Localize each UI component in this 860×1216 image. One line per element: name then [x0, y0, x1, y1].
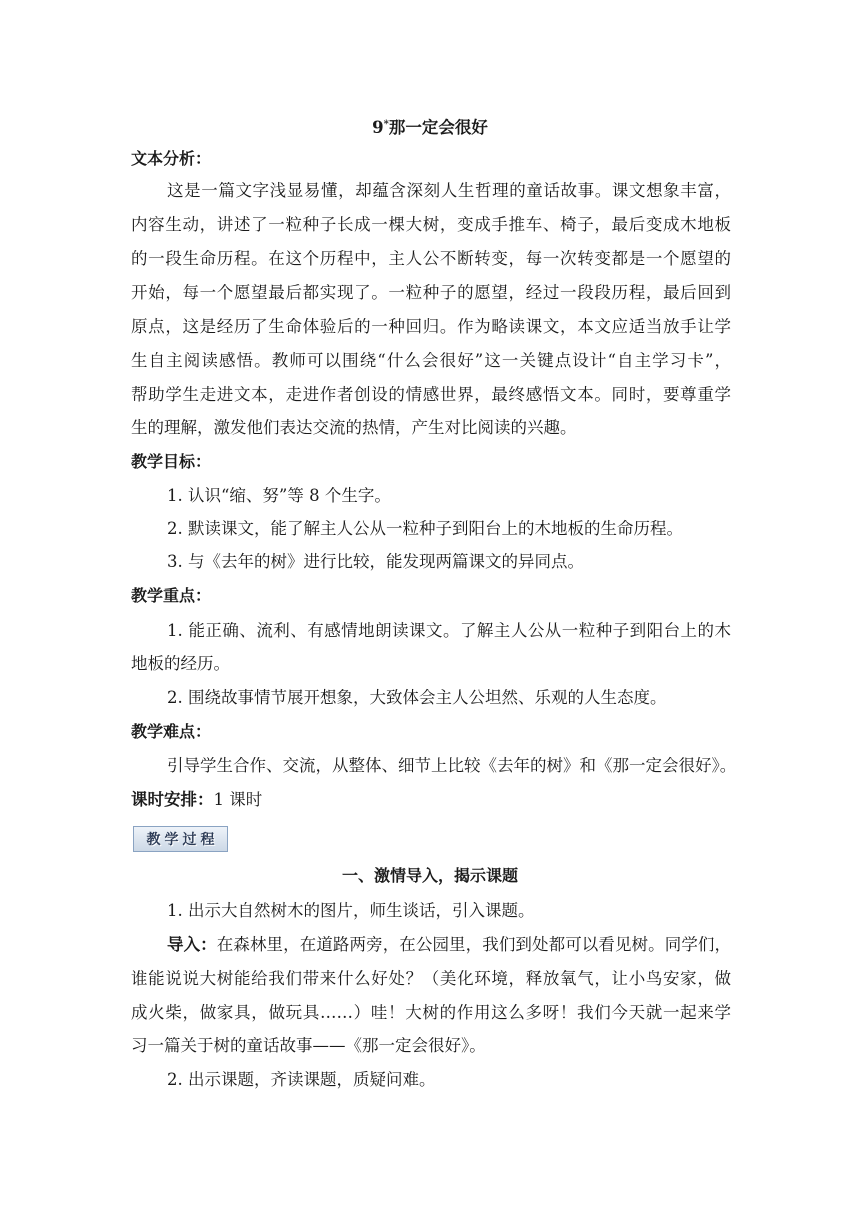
banner-char: 程 [200, 832, 215, 848]
analysis-line: 这是一篇文字浅显易懂，却蕴含深刻人生哲理的童话故事。课文想象丰富， [167, 181, 731, 200]
intro-line: 习一篇关于树的童话故事——《那一定会很好》。 [131, 1036, 486, 1055]
intro-text: 在森林里，在道路两旁，在公园里，我们到处都可以看见树。同学们， [216, 935, 732, 954]
goal-item: 1. 认识“缩、努”等 8 个生字。 [167, 486, 391, 505]
page-title [0, 115, 860, 138]
step-item: 2. 出示课题，齐读课题，质疑问难。 [167, 1070, 436, 1089]
difficulty-text: 引导学生合作、交流，从整体、细节上比较《去年的树》和《那一定会很好》。 [167, 756, 737, 775]
analysis-line: 生的理解，激发他们表达交流的热情，产生对比阅读的兴趣。 [131, 418, 577, 437]
key-point-item-cont: 地板的经历。 [131, 654, 230, 673]
key-point-item: 2. 围绕故事情节展开想象，大致体会主人公坦然、乐观的人生态度。 [167, 688, 667, 707]
banner-char: 学 [164, 832, 179, 848]
analysis-heading: 文本分析： [131, 149, 212, 168]
schedule-label: 课时安排： [131, 790, 214, 809]
step-item: 1. 出示大自然树木的图片，师生谈话，引入课题。 [167, 901, 535, 920]
goal-item: 3. 与《去年的树》进行比较，能发现两篇课文的异同点。 [167, 552, 584, 571]
analysis-line: 生自主阅读感悟。教师可以围绕“什么会很好”这一关键点设计“自主学习卡”， [131, 351, 731, 370]
analysis-line: 的一段生命历程。在这个历程中，主人公不断转变，每一次转变都是一个愿望的 [131, 249, 731, 268]
title-text: 那一定会很好 [388, 118, 488, 137]
analysis-line: 开始，每一个愿望最后都实现了。一粒种子的愿望，经过一段段历程，最后回到 [131, 283, 731, 302]
section-heading: 一、激情导入，揭示课题 [341, 866, 518, 885]
key-point-item: 1. 能正确、流利、有感情地朗读课文。了解主人公从一粒种子到阳台上的木 [167, 621, 731, 640]
intro-line: 成火柴，做家具，做玩具……）哇！大树的作用这么多呀！我们今天就一起来学 [131, 1003, 731, 1022]
difficulty-heading: 教学难点： [131, 722, 212, 741]
banner-char: 教 [146, 832, 161, 848]
teaching-process-banner [133, 826, 228, 852]
key-points-heading: 教学重点： [131, 586, 212, 605]
analysis-line: 内容生动，讲述了一粒种子长成一棵大树，变成手推车、椅子，最后变成木地板 [131, 215, 731, 234]
analysis-line: 帮助学生走进文本，走进作者创设的情感世界，最终感悟文本。同时，要尊重学 [131, 385, 731, 404]
intro-line: 谁能说说大树能给我们带来什么好处？（美化环境，释放氧气，让小鸟安家，做 [131, 969, 731, 988]
banner-char: 过 [182, 832, 197, 848]
intro-line [167, 935, 731, 955]
schedule-value: 1 课时 [213, 790, 263, 809]
schedule-line [131, 790, 731, 810]
title-mark: * [383, 119, 389, 130]
intro-label: 导入： [167, 935, 217, 954]
title-number: 9 [372, 118, 384, 137]
analysis-line: 原点，这是经历了生命体验后的一种回归。作为略读课文，本文应适当放手让学 [131, 317, 731, 336]
goal-item: 2. 默读课文，能了解主人公从一粒种子到阳台上的木地板的生命历程。 [167, 519, 683, 538]
goals-heading: 教学目标： [131, 452, 212, 471]
